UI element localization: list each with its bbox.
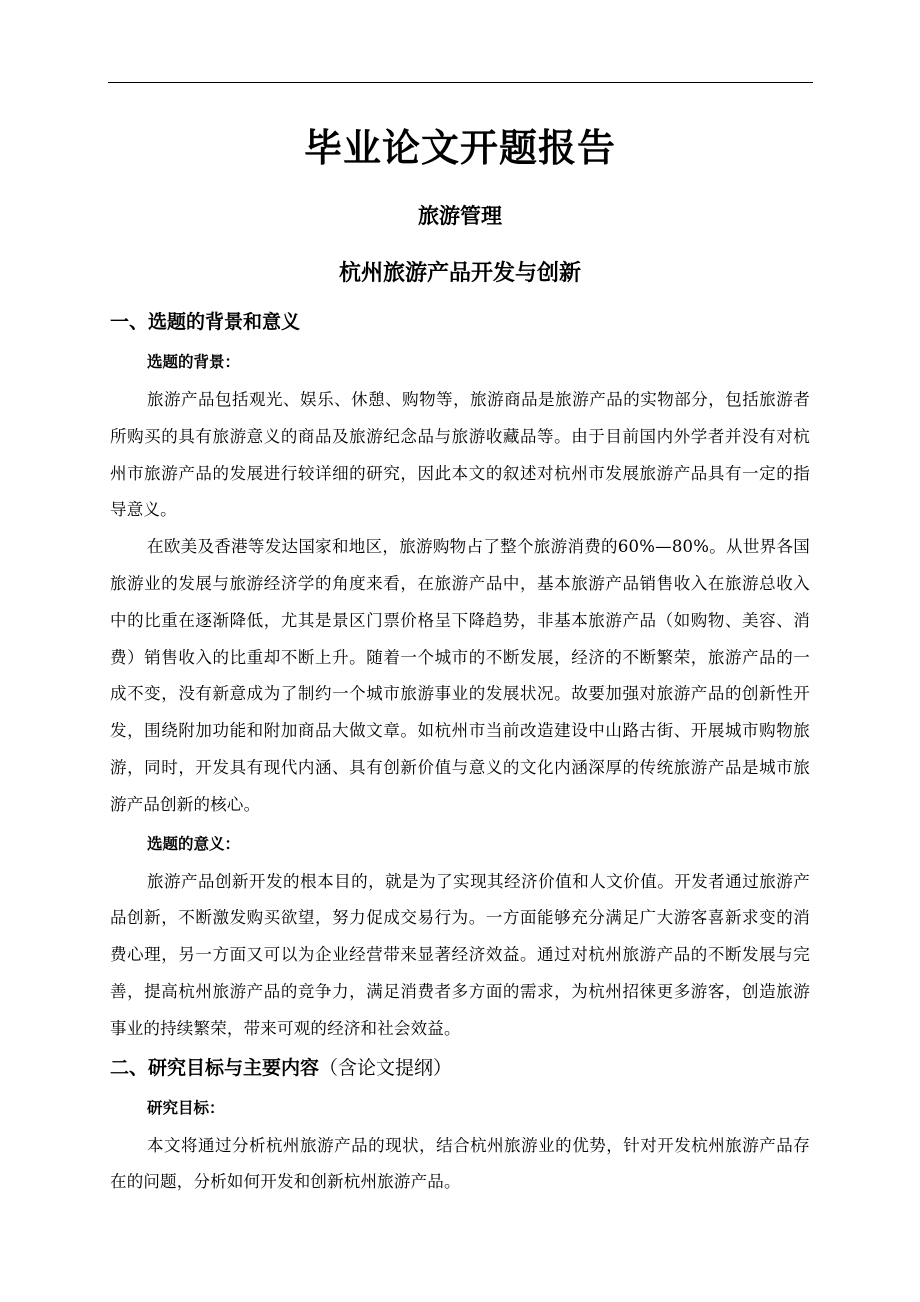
section-1-heading: 一、选题的背景和意义	[110, 311, 301, 333]
major-name: 旅游管理	[418, 204, 502, 228]
section-2-heading-text: 二、研究目标与主要内容	[110, 1056, 320, 1079]
goal-paragraph: 本文将通过分析杭州旅游产品的现状，结合杭州旅游业的优势，针对开发杭州旅游产品存在的问题，分析如何开发和创新杭州旅游产品。	[110, 1135, 810, 1192]
document-title: 毕业论文开题报告	[303, 126, 616, 170]
section-2-heading-note: （含论文提纲）	[319, 1056, 453, 1079]
background-paragraph-1: 旅游产品包括观光、娱乐、休憩、购物等，旅游商品是旅游产品的实物部分，包括旅游者所购买的具有旅游意义的商品及旅游纪念品与旅游收藏品等。由于目前国内外学者并没有对杭州市旅游产品的发展进行较详细的研究，因此本文的叙述对杭州市发展旅游产品具有一定的指导意义。	[110, 390, 810, 520]
document-body	[110, 302, 810, 1201]
background-label: 选题的背景：	[147, 353, 241, 371]
significance-paragraph: 旅游产品创新开发的根本目的，就是为了实现其经济价值和人文价值。开发者通过旅游产品创新，不断激发购买欲望，努力促成交易行为。一方面能够充分满足广大游客喜新求变的消费心理，另一方面又可以为企业经营带来显著经济效益。通过对杭州旅游产品的不断发展与完善，提高杭州旅游产品的竞争力，满足消费者多方面的需求，为杭州招徕更多游客，创造旅游事业的持续繁荣，带来可观的经济和社会效益。	[110, 871, 810, 1038]
significance-label: 选题的意义：	[147, 834, 241, 853]
goal-label: 研究目标：	[147, 1098, 225, 1117]
header-rule	[108, 82, 813, 83]
background-paragraph-2: 在欧美及香港等发达国家和地区，旅游购物占了整个旅游消费的60%—80%。从世界各国旅游业的发展与旅游经济学的角度来看，在旅游产品中，基本旅游产品销售收入在旅游总收入中的比重在逐渐降低，尤其是景区门票价格呈下降趋势，非基本旅游产品（如购物、美容、消费）销售收入的比重却不断上升。随着一个城市的不断发展，经济的不断繁荣，旅游产品的一成不变，没有新意成为了制约一个城市旅游事业的发展状况。故要加强对旅游产品的创新性开发，围绕附加功能和附加商品大做文章。如杭州市当前改造建设中山路古街、开展城市购物旅游，同时，开发具有现代内涵、具有创新价值与意义的文化内涵深厚的传统旅游产品是城市旅游产品创新的核心。	[110, 537, 810, 814]
section-2-heading	[110, 1048, 810, 1088]
thesis-topic: 杭州旅游产品开发与创新	[338, 261, 581, 286]
